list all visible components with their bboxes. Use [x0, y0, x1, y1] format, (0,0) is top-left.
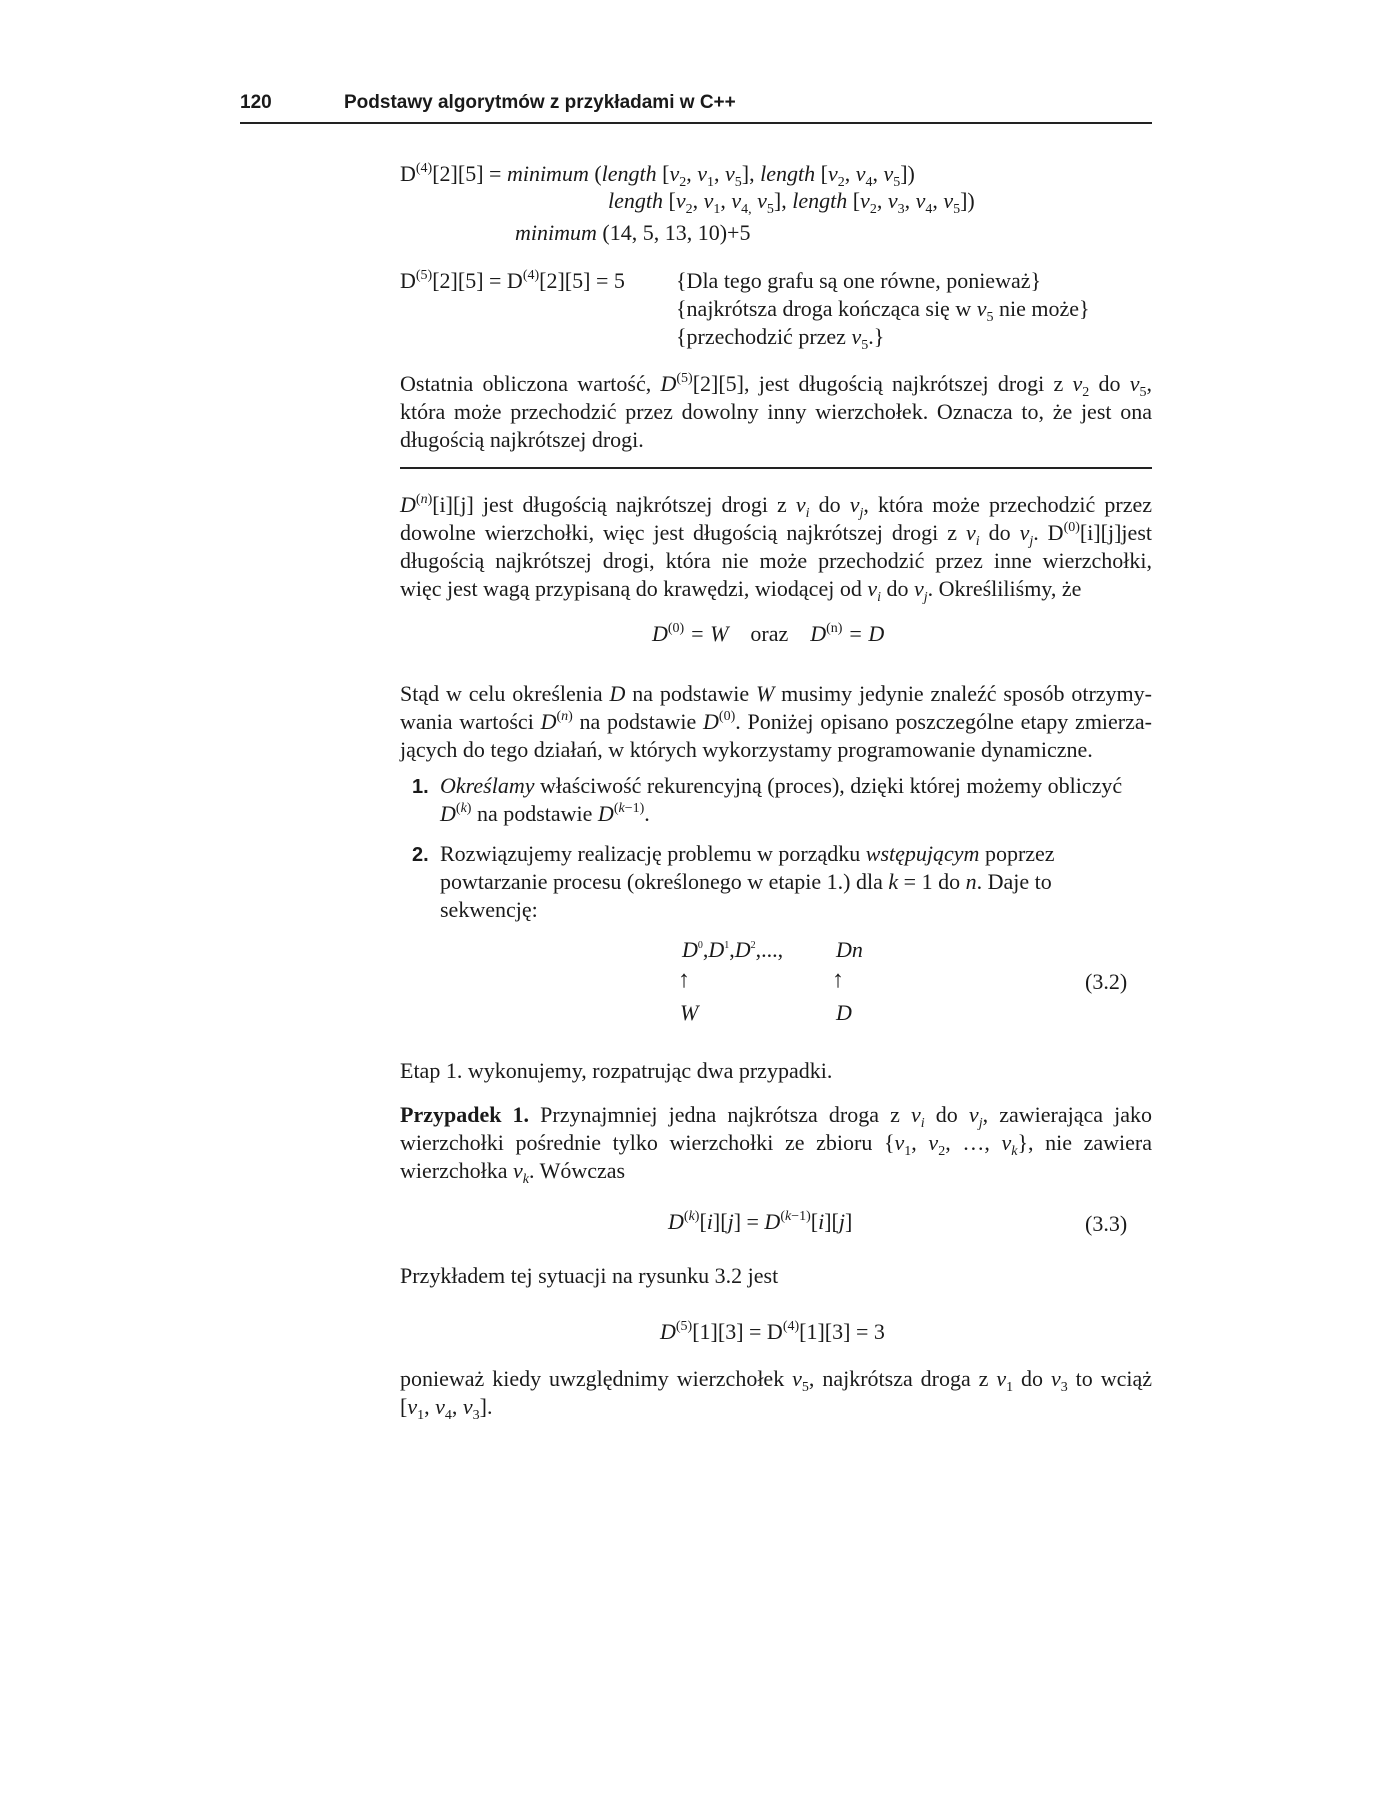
- list-item-1: [440, 772, 1122, 828]
- para2-line-3: długością najkrótszej drogi, która nie może przechodzić przez inne wierzchołki,: [400, 548, 1152, 573]
- calc-d5-tail: [2][5] = 5: [539, 268, 625, 293]
- para2-l4c: . Określiliśmy, że: [927, 576, 1082, 601]
- case1-label: Przypadek 1.: [400, 1102, 530, 1127]
- calc-length: length: [601, 161, 657, 186]
- sequence-d-text: D: [836, 1000, 852, 1025]
- para1-l1d: ,: [1146, 371, 1152, 396]
- list-number-2: 2.: [412, 844, 429, 866]
- section-divider: [400, 467, 1152, 469]
- calc-d-symbol: D: [400, 161, 416, 186]
- para2-l2b: do: [979, 520, 1020, 545]
- arrow-up-icon: ↑: [678, 967, 690, 993]
- final-l1a: ponieważ kiedy uwzględnimy wierzchołek: [400, 1366, 793, 1391]
- calc-length-4: length: [792, 188, 848, 213]
- para1-l1c: do: [1089, 371, 1130, 396]
- list-item-2-number: [412, 840, 429, 869]
- para2-l1b: do: [809, 492, 850, 517]
- arrow-up-icon: ↑: [832, 967, 844, 993]
- calc-length-2: length: [760, 161, 816, 186]
- para2-l4a: więc jest wagą przypisaną do krawędzi, wiodącej od: [400, 576, 868, 601]
- list2-line-3: sekwencję:: [440, 897, 538, 922]
- para2-l1a: [i][j] jest długością najkrótszej drogi z: [432, 492, 796, 517]
- list-item-1-number: [412, 772, 429, 801]
- para2-l2d: [i][j]jest: [1079, 520, 1152, 545]
- para3-line-1: Stąd w celu określenia D na podstawie W musimy jedynie znaleźć sposób otrzymy-: [400, 681, 1152, 706]
- case1-l1a: Przynajmniej jedna najkrótsza droga z: [529, 1102, 912, 1127]
- eq1-supn: (n): [826, 621, 843, 636]
- calc-index: [2][5] =: [432, 161, 502, 186]
- case1-line-1: Przypadek 1. Przynajmniej jedna najkrótsza droga z $v_i$ do $v_j$, zawierająca jako: [400, 1102, 1152, 1131]
- para1-line-2: która może przechodzić przez dowolny inny wierzchołek. Oznacza to, że jest ona: [400, 399, 1152, 424]
- para2-l4b: do: [880, 576, 914, 601]
- paragraph-2: [400, 491, 1152, 603]
- eq1-w: = W: [689, 621, 729, 646]
- list2-line-2: powtarzanie procesu (określonego w etapie 1.) dla k = 1 do n. Daje to: [440, 869, 1052, 894]
- calc-paren: (: [594, 161, 602, 186]
- eq1-dd: = D: [847, 621, 885, 646]
- case1-line-3: wierzchołka $v_k$. Wówczas: [400, 1158, 626, 1187]
- comment-2b: nie może}: [993, 296, 1090, 321]
- para1-line-1: Ostatnia obliczona wartość, $D^{(5)}[2][5]$, jest długością najkrótszej drogi z $v_2$ do $v_5$,: [400, 371, 1152, 400]
- list2-line-1: [440, 841, 1055, 866]
- final-line-1: ponieważ kiedy uwzględnimy wierzchołek $v_5$, najkrótsza droga z $v_1$ do $v_3$ to wciąż: [400, 1366, 1153, 1395]
- eq4-end: [1][3] = 3: [799, 1319, 885, 1344]
- equation-d0-dn: [652, 620, 884, 648]
- para2-line-2: dowolne wierzchołki, więc jest długością najkrótszej drogi z $v_i$ do $v_j$. $D^{(0)}[i][j]jest$: [400, 520, 1152, 549]
- calc-line-3: [515, 219, 750, 247]
- equation-d5-13: $D^{(5)}[1][3] = D^{(4)}[1][3] = 3$: [660, 1319, 885, 1344]
- sequence-dn: [836, 936, 863, 964]
- case1-l1b: do: [924, 1102, 969, 1127]
- final-l1c: do: [1013, 1366, 1051, 1391]
- para1-l1a: Ostatnia obliczona wartość,: [400, 371, 661, 396]
- para1-l1b: [2][5], jest długością najkrótszej drogi z: [692, 371, 1073, 396]
- page-number: 120: [240, 92, 272, 113]
- list2-l1a: Rozwiązujemy realizację problemu w porządku: [440, 841, 866, 866]
- case1-line-2: wierzchołki pośrednie tylko wierzchołki ze zbioru {$v_1$, $v_2$, …, $v_k$}, nie zawiera: [400, 1130, 1153, 1159]
- paragraph-3: [400, 680, 1152, 764]
- equation-number-3-3: (3.3): [1085, 1211, 1128, 1236]
- para3-l1b: na podstawie: [625, 681, 756, 706]
- comment-3a: {przechodzić przez: [676, 324, 852, 349]
- para3-l1c: musimy jedynie znaleźć sposób otrzymy-: [774, 681, 1152, 706]
- list1-l2a: D: [440, 801, 456, 826]
- equation-number-3-2: (3.2): [1085, 969, 1128, 994]
- para2-line-1: $D^{(n)}[i][j]$ jest długością najkrótszej drogi z $v_i$ do $v_j$, która może przechodzić przez: [400, 492, 1152, 521]
- eq1-d: D: [652, 621, 668, 646]
- sequence-w: [680, 999, 698, 1027]
- comment-2: {najkrótsza droga kończąca się w $v_5$ nie może}: [676, 296, 1090, 325]
- para3-l1a: Stąd w celu określenia: [400, 681, 610, 706]
- para2-l2a: dowolne wierzchołki, więc jest długością najkrótszej drogi z: [400, 520, 966, 545]
- para2-l2c: . D: [1033, 520, 1064, 545]
- eq1-sup0: (0): [667, 621, 685, 636]
- case1-l1c: , zawierająca jako: [982, 1102, 1152, 1127]
- para3-line-3: jących do tego działań, w których wykorzystamy programowanie dynamiczne.: [400, 737, 1093, 762]
- comment-2a: {najkrótsza droga kończąca się w: [676, 296, 977, 321]
- para3-l2a: wania wartości: [400, 709, 541, 734]
- comment-3: {przechodzić przez $v_5$.}: [676, 324, 885, 353]
- calc-length-3: length: [608, 188, 663, 213]
- list2-l1b: poprzez: [979, 841, 1055, 866]
- case1-l3b: . Wówczas: [528, 1158, 626, 1183]
- final-l1d: to wciąż: [1067, 1366, 1153, 1391]
- paragraph-1: [400, 370, 1152, 454]
- case1-l2b: }, nie zawiera: [1017, 1130, 1153, 1155]
- calc-d5-mid: [2][5] = D: [432, 268, 523, 293]
- comment-1: {Dla tego grafu są one równe, ponieważ}: [676, 268, 1042, 293]
- para3-l2b: na podstawie: [572, 709, 704, 734]
- sequence-d: [836, 999, 852, 1027]
- final-line-2: [$v_1$, $v_4$, $v_3$].: [400, 1394, 493, 1423]
- calc-d5-line: $D^{(5)}[2][5] = D^{(4)}[2][5] = 5$: [400, 268, 625, 293]
- example-text: Przykładem tej sytuacji na rysunku 3.2 jest: [400, 1263, 779, 1288]
- stage-1-text: Etap 1. wykonujemy, rozpatrując dwa przypadki.: [400, 1058, 833, 1083]
- list-number-1: 1.: [412, 776, 429, 798]
- eq1-d2: D: [810, 621, 827, 646]
- sequence-line: $D^0,D^1,D^2$,...,: [682, 937, 784, 962]
- calc-d4-sup: (4): [522, 268, 540, 283]
- calc-line-1: $D^{(4)}[2][5]$ = minimum (length [$v_2$, $v_1$, $v_5$], length [$v_2$, $v_4$, $v_5$]): [400, 161, 915, 190]
- para3-line-2: wania wartości $D^{(n)}$ na podstawie $D^{(0)}$. Poniżej opisano poszczególne etapy zmierza-: [400, 709, 1152, 734]
- calc-minimum: minimum: [506, 161, 589, 186]
- case1-l2a: wierzchołki pośrednie tylko wierzchołki ze zbioru {: [400, 1130, 895, 1155]
- equation-3-3: $D^{(k)}[i][j] = D^{(k-1)}[i][j]$: [668, 1209, 853, 1234]
- running-title: Podstawy algorytmów z przykładami w C++: [344, 92, 736, 113]
- list1-l1: właściwość rekurencyjną (proces), dzięki której możemy obliczyć: [534, 773, 1123, 798]
- eq4-mid: [1][3] = D: [692, 1319, 783, 1344]
- para2-l1c: , która może przechodzić przez: [863, 492, 1152, 517]
- case1-l3a: wierzchołka: [400, 1158, 513, 1183]
- sequence-dn-text: Dn: [836, 937, 863, 962]
- calc-line-2: length [$v_2$, $v_1$, $v_{4,}$ $v_5$], length [$v_2$, $v_3$, $v_4$, $v_5$]): [608, 188, 975, 217]
- calc-min-values: (14, 5, 13, 10)+5: [602, 220, 751, 245]
- list1-line-1: [440, 773, 1122, 798]
- calc-minimum-2: minimum: [515, 220, 597, 245]
- para2-line-4: więc jest wagą przypisaną do krawędzi, wiodącej od $v_i$ do $v_j$. Określiliśmy, że: [400, 576, 1082, 605]
- final-l1b: , najkrótsza droga z: [808, 1366, 997, 1391]
- list1-em: Określamy: [440, 773, 535, 798]
- case-1-paragraph: [400, 1101, 1152, 1185]
- list-item-2: [440, 840, 1055, 924]
- page-header: [240, 92, 1152, 124]
- final-paragraph: [400, 1365, 1152, 1421]
- para1-line-3: długością najkrótszej drogi.: [400, 427, 644, 452]
- comment-3b: .}: [868, 324, 885, 349]
- eq1-oraz: oraz: [750, 621, 789, 646]
- calc-d5-sup: (5): [415, 268, 433, 283]
- list1-line-2: $D^{(k)}$ na podstawie $D^{(k-1)}$.: [440, 801, 650, 826]
- sequence-w-text: W: [680, 1000, 699, 1025]
- list2-em: wstępującym: [865, 841, 980, 866]
- para3-l2c: . Poniżej opisano poszczególne etapy zmierza-: [735, 709, 1152, 734]
- calc-sup: (4): [415, 161, 433, 176]
